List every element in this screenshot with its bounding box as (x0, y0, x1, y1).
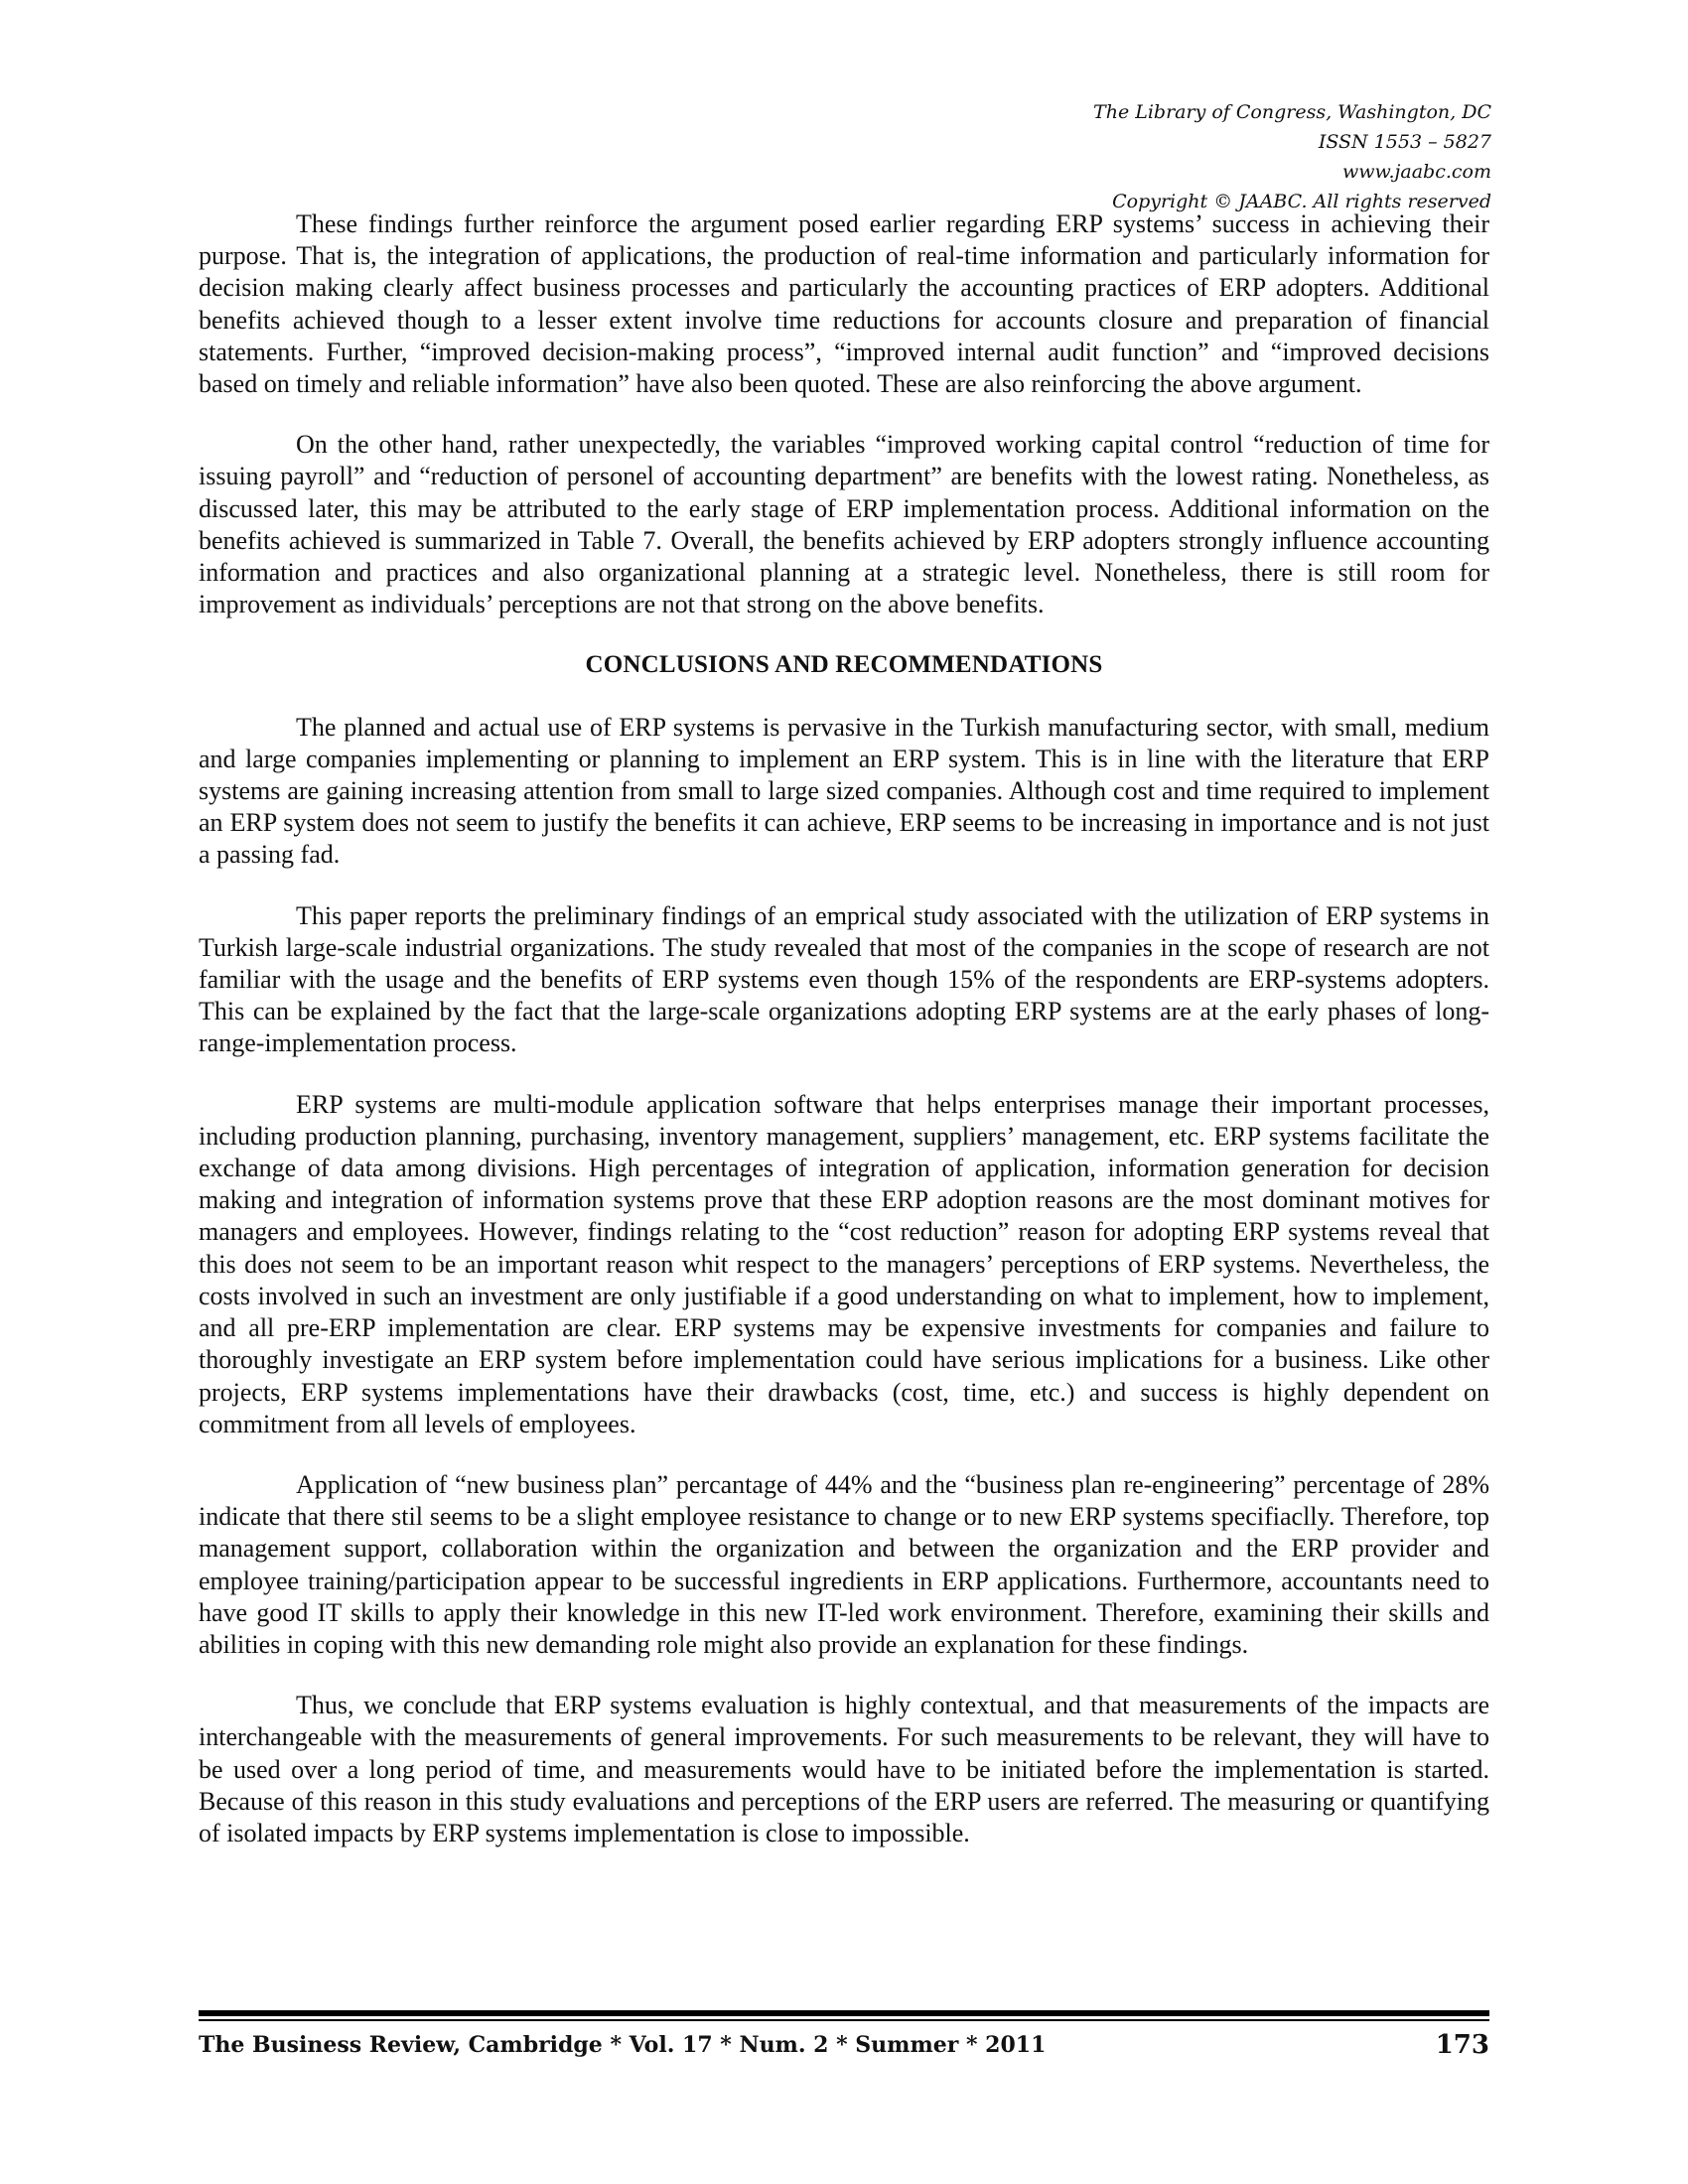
header-issn: ISSN 1553 – 5827 (1318, 131, 1491, 153)
header-copyright: Copyright © JAABC. All rights reserved (1112, 191, 1491, 212)
paragraph-conclusion: Thus, we conclude that ERP systems evaluation is highly contextual, and that measurements of the impacts are interchangeable with the measurements of general improvements. For such measurements to be relevant, they will have to be used over a long period of time, and measurements would have to be initiated before the implementation is started. Because of this reason in this study evaluations and perceptions of the ERP users are referred. The measuring or quantifying of isolated impacts by ERP systems implementation is close to impossible. (199, 1691, 1489, 1847)
paragraph-planned-use: The planned and actual use of ERP systems is pervasive in the Turkish manufacturing sector, with small, medium and large companies implementing or planning to implement an ERP system. This is in line with the literature that ERP systems are gaining increasing attention from small to large sized companies. Although cost and time required to implement an ERP system does not seem to justify the benefits it can achieve, ERP seems to be increasing in importance and is not just a passing fad. (199, 712, 1489, 870)
page-number: 173 (1435, 2030, 1489, 2060)
paragraph-findings: These findings further reinforce the argument posed earlier regarding ERP systems’ success in achieving their purpose. That is, the integration of applications, the production of real-time information and particularly information for decision making clearly affect business processes and particularly the accounting practices of ERP adopters. Additional benefits achieved though to a lesser extent involve time reductions for accounts closure and preparation of financial statements. Further, “improved decision-making process”, “improved internal audit function” and “improved decisions based on timely and reliable information” have also been quoted. These are also reinforcing the above argument. (199, 209, 1489, 399)
footer-journal: The Business Review, Cambridge * Vol. 17 * Num. 2 * Summer * 2011 (199, 2032, 1047, 2058)
footer-rule-thick (199, 2010, 1489, 2016)
section-heading: CONCLUSIONS AND RECOMMENDATIONS (585, 651, 1103, 679)
paragraph-other-hand: On the other hand, rather unexpectedly, the variables “improved working capital control “reduction of time for issuing payroll” and “reduction of personel of accounting department” are benefits with the lowest rating. Nonetheless, as discussed later, this may be attributed to the early stage of ERP implementation process. Additional information on the benefits achieved is summarized in Table 7. Overall, the benefits achieved by ERP adopters strongly influence accounting information and practices and also organizational planning at a strategic level. Nonetheless, there is still room for improvement as individuals’ perceptions are not that strong on the above benefits. (199, 430, 1489, 619)
paragraph-application: Application of “new business plan” percantage of 44% and the “business plan re-engineering” percentage of 28% indicate that there stil seems to be a slight employee resistance to change or to new ERP systems specifiaclly. Therefore, top management support, collaboration within the organization and between the organization and the ERP provider and employee training/participation appear to be successful ingredients in ERP applications. Furthermore, accountants need to have good IT skills to apply their knowledge in this new IT-led work environment. Therefore, examining their skills and abilities in coping with this new demanding role might also provide an explanation for these findings. (199, 1469, 1489, 1659)
article-body (199, 208, 1489, 1878)
paragraph-erp-systems: ERP systems are multi-module application software that helps enterprises manage their important processes, including production planning, purchasing, inventory management, suppliers’ management, etc. ERP systems facilitate the exchange of data among divisions. High percentages of integration of application, information generation for decision making and integration of information systems prove that these ERP adoption reasons are the most dominant motives for managers and employees. However, findings relating to the “cost reduction” reason for adopting ERP systems reveal that this does not seem to be an important reason whit respect to the managers’ perceptions of ERP systems. Nevertheless, the costs involved in such an investment are only justifiable if a good understanding on what to implement, how to implement, and all pre-ERP implementation are clear. ERP systems may be expensive investments for companies and failure to thoroughly investigate an ERP system before implementation could have serious implications for a business. Like other projects, ERP systems implementations have their drawbacks (cost, time, etc.) and success is highly dependent on commitment from all levels of employees. (199, 1089, 1489, 1438)
footer-rule-thin (199, 2019, 1489, 2021)
header-website: www.jaabc.com (1341, 161, 1491, 183)
paragraph-preliminary-findings: This paper reports the preliminary findings of an emprical study associated with the utilization of ERP systems in Turkish large-scale industrial organizations. The study revealed that most of the companies in the scope of research are not familiar with the usage and the benefits of ERP systems even though 15% of the respondents are ERP-systems adopters. This can be explained by the fact that the large-scale organizations adopting ERP systems are at the early phases of long-range-implementation process. (199, 900, 1489, 1058)
running-header (1093, 97, 1491, 216)
header-publisher: The Library of Congress, Washington, DC (1093, 101, 1491, 123)
